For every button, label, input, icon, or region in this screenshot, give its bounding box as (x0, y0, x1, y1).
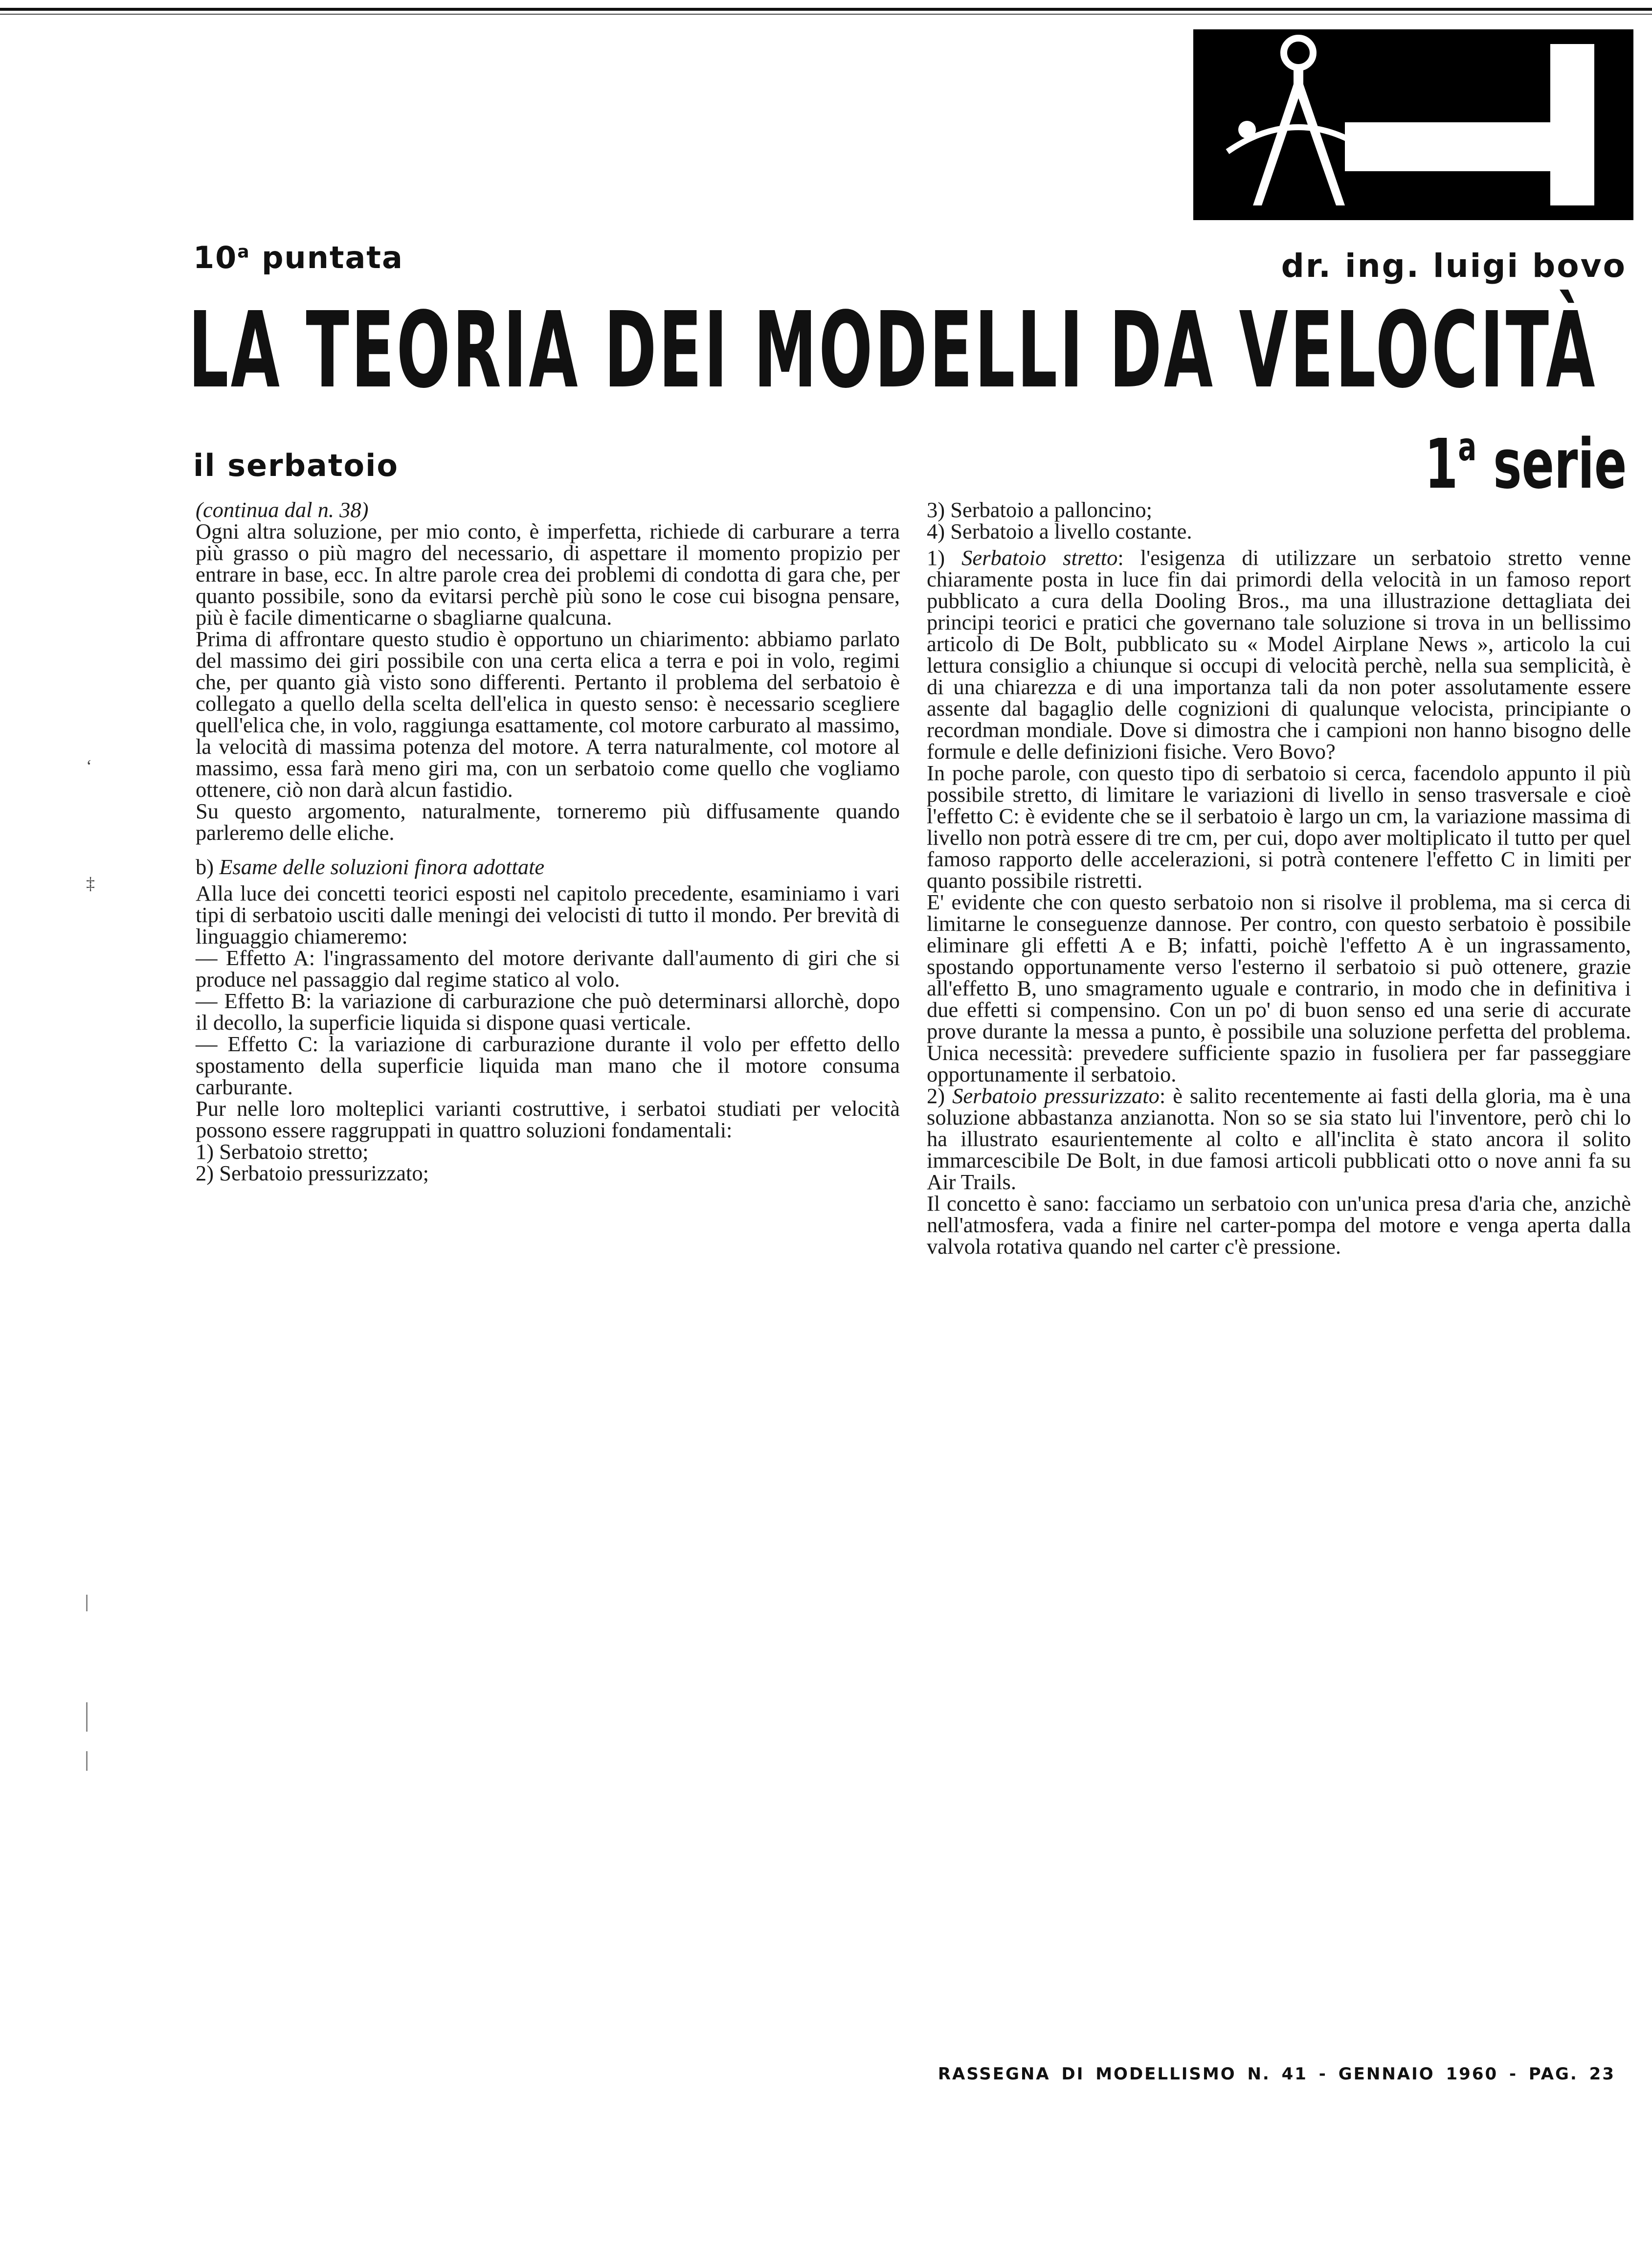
series-label (1424, 424, 1627, 504)
item-number: 1) (927, 545, 945, 570)
page-footer: RASSEGNA DI MODELLISMO N. 41 - GENNAIO 1960 - PAG. 23 (938, 2064, 1615, 2084)
paragraph: Su questo argomento, naturalmente, torneremo più diffusamente quando parleremo delle eliche. (196, 799, 900, 845)
list-item: 4) Serbatoio a livello costante. (927, 519, 1192, 543)
item-text: : l'esigenza di utilizzare un serbatoio stretto venne chiaramente posta in luce fin dai primordi della velocità in un famoso report pubblicato a cura della Dooling Bros., ma una illustrazione dettagliata dei principi teorici e pratici che governano tale soluzione si trova in un bellissimo articolo di De Bolt, pubblicato su « Model Airplane News », articolo la cui lettura consiglio a chiunque si occupi di velocità perchè, nella sua semplicità, è di una chiarezza e di una importanza tali da non poter assolutamente essere assente dal bagaglio delle cognizioni di qualunque velocista, principiante o recordman mondiale. Dove si dimostra che i campioni non hanno bisogno delle formule e delle definizioni fisiche. Vero Bovo? (927, 545, 1631, 764)
list-item: 1) Serbatoio stretto; (196, 1139, 369, 1164)
scan-tick (86, 1751, 88, 1771)
margin-mark: ‘ (86, 756, 92, 776)
item-number: 2) (927, 1083, 945, 1108)
margin-mark: ‡ (86, 874, 95, 893)
paragraph (927, 1085, 1631, 1193)
paragraph: Alla luce dei concetti teorici esposti nel capitolo precedente, esaminiamo i vari tipi di serbatoio usciti dalle meningi dei velocisti di tutto il mondo. Per brevità di linguaggio chiameremo: (196, 881, 900, 948)
paragraph: In poche parole, con questo tipo di serbatoio si cerca, facendolo appunto il più possibile stretto, di limitare le variazioni di livello in senso trasversale e cioè l'effetto C: è evidente che se il serbatoio è largo un cm, la variazione massima di livello non potrà essere di tre cm, per cui, dopo aver moltiplicato il tutto per quel famoso rapporto delle accelerazioni, si potrà contenere l'effetto C in limiti per quanto possibile ristretti. (927, 761, 1631, 893)
list-item: 3) Serbatoio a palloncino; (927, 497, 1152, 522)
issue-number: 10 (193, 240, 238, 275)
issue-suffix: a (237, 242, 250, 262)
paragraph: Il concetto è sano: facciamo un serbatoio con un'unica presa d'aria che, anzichè nell'atmosfera, vada a finire nel carter-pompa del motore e venga aperta dalla valvola rotativa quando nel carter c'è pressione. (927, 1191, 1631, 1259)
scan-tick (86, 1702, 88, 1732)
definition-item: — Effetto A: l'ingrassamento del motore derivante dall'aumento di giri che si produce nel passaggio dal regime statico al volo. (196, 946, 900, 992)
top-rule-thin (0, 14, 1652, 15)
issue-word: puntata (262, 240, 403, 275)
magazine-section-logo (1193, 29, 1633, 220)
scan-tick (86, 1595, 88, 1611)
section-heading-text: Esame delle soluzioni finora adottate (219, 855, 545, 879)
page-title: LA TEORIA DEI MODELLI DA VELOCITÀ (188, 290, 1597, 411)
paragraph: E' evidente che con questo serbatoio non si risolve il problema, ma si cerca di limitarne le conseguenze dannose. Per contro, con questo serbatoio è possibile eliminare gli effetti A e B; infatti, poichè l'effetto A è un ingrassamento, spostando opportunamente verso l'esterno il serbatoio si può ottenere, grazie all'effetto B, uno smagramento uguale e contrario, in modo che in definitiva i due effetti si compensino. Con un po' di buon senso ed una serie di accurate prove durante la messa a punto, è possibile una soluzione perfetta del problema. Unica necessità: prevedere sufficiente spazio in fusoliera per far passeggiare opportunamente il serbatoio. (927, 890, 1631, 1086)
section-subtitle: il serbatoio (193, 448, 399, 483)
compass-drafting-icon (1193, 29, 1633, 220)
continuation-note: (continua dal n. 38) (196, 497, 369, 522)
section-heading-prefix: b) (196, 855, 214, 879)
article-column-left (196, 499, 900, 1184)
item-label: Serbatoio pressurizzato (952, 1083, 1160, 1108)
author-byline: dr. ing. luigi bovo (1281, 247, 1627, 285)
paragraph (927, 547, 1631, 762)
paragraph: Prima di affrontare questo studio è opportuno un chiarimento: abbiamo parlato del massimo dei giri possibile con una certa elica a terra e poi in volo, regimi che, per quanto già visto sono differenti. Pertanto il problema del serbatoio è collegato a quello della scelta dell'elica in questo senso: è necessario scegliere quell'elica che, in volo, raggiunga esattamente, col motore carburato al massimo, la velocità di massima potenza del motore. A terra naturalmente, col motore al massimo, essa farà meno giri ma, con un serbatoio come quello che vogliamo ottenere, ciò non darà alcun fastidio. (196, 627, 900, 802)
definition-item: — Effetto B: la variazione di carburazione che può determinarsi allorchè, dopo il decollo, la superficie liquida si dispone quasi verticale. (196, 989, 900, 1035)
issue-label (193, 240, 403, 275)
series-number: 1 (1424, 425, 1458, 504)
definition-item: — Effetto C: la variazione di carburazione durante il volo per effetto dello spostamento della superficie liquida man mano che il motore consuma carburante. (196, 1032, 900, 1099)
series-word: serie (1493, 425, 1627, 504)
article-column-right (927, 499, 1631, 1257)
series-suffix: a (1457, 424, 1476, 470)
item-text: : è salito recentemente ai fasti della gloria, ma è una soluzione abbastanza anzianotta. Non so se sia stato lui l'inventore, però chi lo ha illustrato esaurientemente al colto e all'inclita è stato ancora il solito immarcescibile De Bolt, in due famosi articoli pubblicati otto o nove anni fa su Air Trails. (927, 1083, 1631, 1194)
top-rule (0, 8, 1652, 11)
item-label: Serbatoio stretto (961, 545, 1118, 570)
list-item: 2) Serbatoio pressurizzato; (196, 1161, 429, 1185)
paragraph: Pur nelle loro molteplici varianti costruttive, i serbatoi studiati per velocità possono essere raggruppati in quattro soluzioni fondamentali: (196, 1096, 900, 1142)
paragraph: Ogni altra soluzione, per mio conto, è imperfetta, richiede di carburare a terra più grasso o più magro del necessario, di aspettare il momento propizio per entrare in base, ecc. In altre parole crea dei problemi di condotta di gara che, per quanto possibile, sono da evitarsi perchè più sono le cose cui bisogna pensare, più è facile dimenticarne o sbagliarne qualcuna. (196, 519, 900, 630)
section-heading (196, 856, 900, 878)
